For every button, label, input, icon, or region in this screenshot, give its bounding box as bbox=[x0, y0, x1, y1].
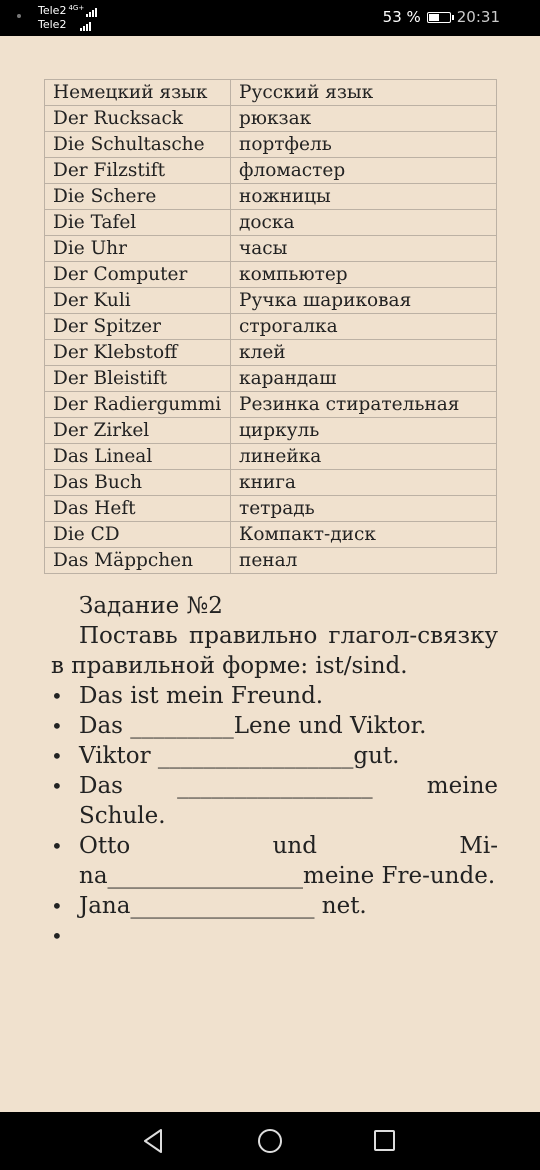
cell-russian: компьютер bbox=[231, 262, 497, 288]
cell-russian: фломастер bbox=[231, 158, 497, 184]
task-instruction: Поставь правильно глагол-связку в правильной форме: ist/sind. bbox=[51, 623, 498, 679]
table-row bbox=[45, 340, 497, 366]
cell-german: Der Zirkel bbox=[45, 418, 231, 444]
cell-german: Der Klebstoff bbox=[45, 340, 231, 366]
table-header-row bbox=[45, 80, 497, 106]
notification-dot-icon bbox=[17, 14, 21, 18]
cell-german: Das Lineal bbox=[45, 444, 231, 470]
cell-russian: ножницы bbox=[231, 184, 497, 210]
cell-german: Der Kuli bbox=[45, 288, 231, 314]
task-items-list bbox=[51, 681, 498, 951]
list-item: • Das _________________ meine Schule. bbox=[51, 771, 498, 831]
signal-2-icon bbox=[80, 19, 91, 31]
cell-german: Das Heft bbox=[45, 496, 231, 522]
table-row bbox=[45, 158, 497, 184]
cell-german: Die Tafel bbox=[45, 210, 231, 236]
table-row bbox=[45, 548, 497, 574]
cell-german: Der Computer bbox=[45, 262, 231, 288]
cell-russian: строгалка bbox=[231, 314, 497, 340]
header-russian: Русский язык bbox=[231, 80, 497, 106]
cell-russian: циркуль bbox=[231, 418, 497, 444]
cell-russian: клей bbox=[231, 340, 497, 366]
task-title: Задание №2 bbox=[79, 593, 223, 619]
list-item: • Das _________Lene und Viktor. bbox=[51, 711, 498, 741]
list-item: • Jana________________ net. bbox=[51, 891, 498, 921]
carrier-info bbox=[38, 4, 97, 32]
cell-german: Der Rucksack bbox=[45, 106, 231, 132]
table-row bbox=[45, 522, 497, 548]
cell-german: Der Filzstift bbox=[45, 158, 231, 184]
cell-russian: карандаш bbox=[231, 366, 497, 392]
table-row bbox=[45, 262, 497, 288]
cell-german: Die Schere bbox=[45, 184, 231, 210]
list-item bbox=[51, 921, 498, 951]
cell-russian: рюкзак bbox=[231, 106, 497, 132]
vocabulary-table bbox=[44, 79, 497, 574]
cell-russian: линейка bbox=[231, 444, 497, 470]
task-section bbox=[51, 591, 498, 951]
cell-german: Der Radiergummi bbox=[45, 392, 231, 418]
list-item: • Das ist mein Freund. bbox=[51, 681, 498, 711]
cell-russian: пенал bbox=[231, 548, 497, 574]
cell-german: Die Schultasche bbox=[45, 132, 231, 158]
table-row bbox=[45, 236, 497, 262]
table-row bbox=[45, 106, 497, 132]
table-row bbox=[45, 444, 497, 470]
list-item: • Otto und Mi-na_________________meine Fre-unde. bbox=[51, 831, 498, 891]
cell-german: Die Uhr bbox=[45, 236, 231, 262]
cell-russian: тетрадь bbox=[231, 496, 497, 522]
table-row bbox=[45, 288, 497, 314]
status-bar bbox=[0, 0, 540, 36]
table-row bbox=[45, 132, 497, 158]
cell-russian: доска bbox=[231, 210, 497, 236]
header-german: Немецкий язык bbox=[45, 80, 231, 106]
recent-apps-icon[interactable] bbox=[374, 1130, 395, 1151]
table-row bbox=[45, 470, 497, 496]
table-row bbox=[45, 366, 497, 392]
cell-russian: Ручка шариковая bbox=[231, 288, 497, 314]
carrier-1: Tele2 bbox=[38, 4, 67, 17]
home-icon[interactable] bbox=[258, 1129, 282, 1153]
cell-german: Die CD bbox=[45, 522, 231, 548]
cell-german: Das Buch bbox=[45, 470, 231, 496]
battery-percent: 53 % bbox=[382, 8, 421, 26]
navigation-bar bbox=[0, 1112, 540, 1170]
cell-german: Der Spitzer bbox=[45, 314, 231, 340]
table-row bbox=[45, 184, 497, 210]
network-type: 4G+ bbox=[68, 4, 85, 12]
signal-1-icon bbox=[86, 5, 97, 17]
cell-russian: часы bbox=[231, 236, 497, 262]
table-row bbox=[45, 392, 497, 418]
carrier-2: Tele2 bbox=[38, 18, 67, 31]
cell-german: Der Bleistift bbox=[45, 366, 231, 392]
clock: 20:31 bbox=[456, 8, 500, 26]
table-row bbox=[45, 210, 497, 236]
table-row bbox=[45, 418, 497, 444]
cell-russian: портфель bbox=[231, 132, 497, 158]
cell-russian: книга bbox=[231, 470, 497, 496]
cell-russian: Компакт-диск bbox=[231, 522, 497, 548]
back-icon[interactable] bbox=[142, 1128, 164, 1154]
battery-icon bbox=[427, 12, 451, 23]
cell-german: Das Mäppchen bbox=[45, 548, 231, 574]
table-row bbox=[45, 496, 497, 522]
list-item: • Viktor _________________gut. bbox=[51, 741, 498, 771]
cell-russian: Резинка стирательная bbox=[231, 392, 497, 418]
table-row bbox=[45, 314, 497, 340]
